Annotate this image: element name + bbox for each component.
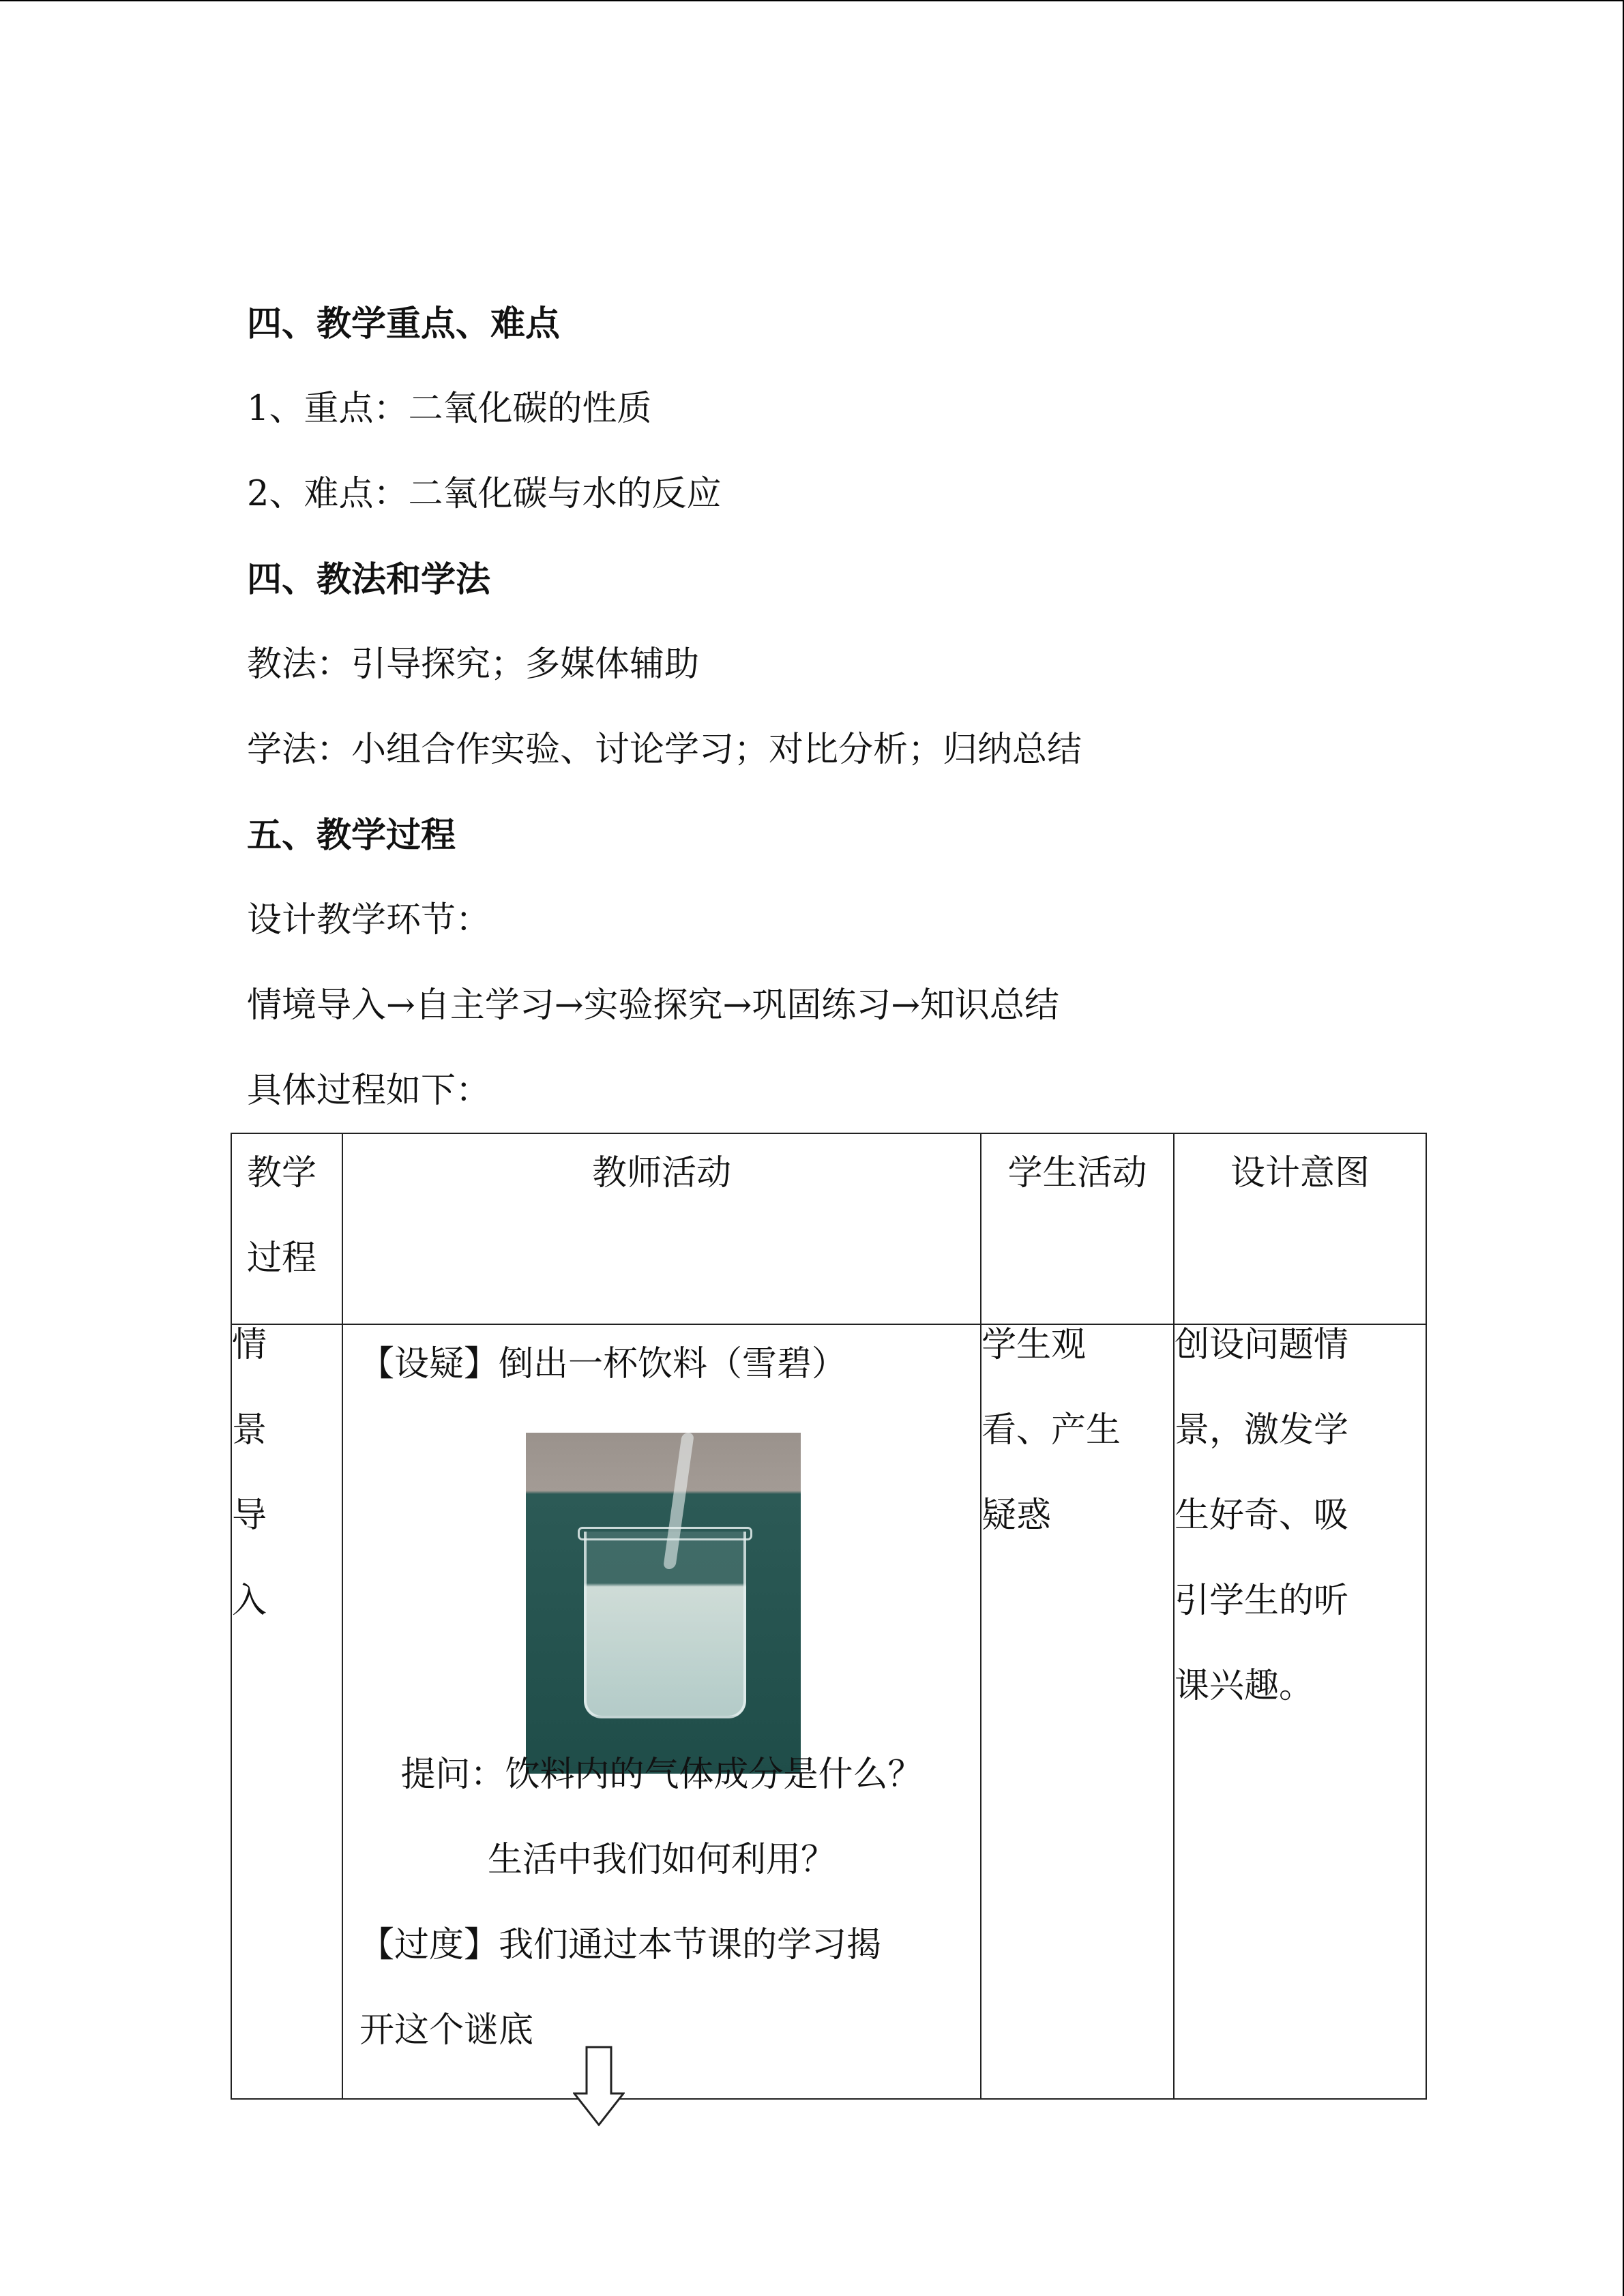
design-intro: 设计教学环节： xyxy=(247,900,491,940)
difficulty: 2、难点：二氧化碳与水的反应 xyxy=(247,474,722,514)
header-stage: 教学 过程 xyxy=(231,1133,342,1324)
heading-methods: 四、教法和学法 xyxy=(247,559,491,600)
student-activity-cell: 学生观 看、产生 疑惑 xyxy=(981,1324,1174,2099)
heading-process: 五、教学过程 xyxy=(247,815,456,856)
process-table xyxy=(231,1133,1427,2100)
header-intent: 设计意图 xyxy=(1174,1133,1426,1324)
teacher-question: 【设疑】倒出一杯饮料（雪碧） xyxy=(359,1344,847,1384)
table-row xyxy=(231,1324,1426,2099)
teacher-ask-1: 提问：饮料内的气体成分是什么？ xyxy=(400,1755,923,1795)
stage-cell: 情 景 导 入 xyxy=(231,1324,342,2099)
table-header-row xyxy=(231,1133,1426,1324)
drink-beaker-photo xyxy=(526,1433,801,1774)
teacher-ask-2: 生活中我们如何利用？ xyxy=(487,1840,836,1880)
beaker xyxy=(584,1532,746,1718)
page-top-border xyxy=(0,0,1624,1)
teacher-transition-2: 开这个谜底 xyxy=(359,2010,534,2051)
design-intent-cell: 创设问题情 景，激发学 生好奇、吸 引学生的听 课兴趣。 xyxy=(1174,1324,1426,2099)
teacher-transition-1: 【过度】我们通过本节课的学习揭 xyxy=(359,1925,882,1965)
teaching-method: 教法：引导探究；多媒体辅助 xyxy=(247,644,700,685)
teacher-activity-cell xyxy=(342,1324,981,2099)
detail-intro: 具体过程如下： xyxy=(247,1071,491,1111)
header-teacher: 教师活动 xyxy=(342,1133,981,1324)
header-student: 学生活动 xyxy=(981,1133,1174,1324)
key-point: 1、重点：二氧化碳的性质 xyxy=(247,389,652,429)
down-arrow-icon xyxy=(573,2046,625,2126)
teaching-flow: 情境导入→自主学习→实验探究→巩固练习→知识总结 xyxy=(247,985,1059,1026)
learning-method: 学法：小组合作实验、讨论学习；对比分析；归纳总结 xyxy=(247,730,1082,770)
heading-focus: 四、教学重点、难点 xyxy=(247,303,561,344)
